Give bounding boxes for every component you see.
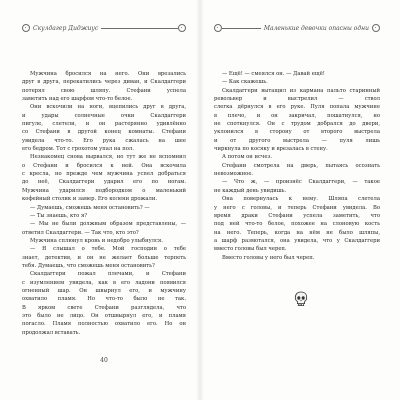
text-line: со Стефани в другой конец комнаты. Стефани — [22, 129, 186, 136]
text-line: вместо головы был череп. — [214, 246, 287, 253]
text-line: под ней что-то белое, похожее на слоновую кость — [214, 221, 380, 228]
text-line: ответил Скалдаггери. — Так что, кто это? — [22, 229, 139, 236]
text-line: время драки Стефани успела заметить, что — [214, 212, 380, 219]
text-line: с изумлением увидела, как в его ладони появился — [22, 279, 186, 286]
text-line: с кресла, но прежде чем мужчина успел добраться — [22, 171, 186, 178]
text-line: — Ещё! — смеялся он. — Давай ещё! — [222, 71, 325, 77]
left-running-head: Скулдагер Диджиус — [33, 24, 99, 32]
text-line: Незнакомец снова вырвался, но тут же не вспомнил — [30, 154, 186, 161]
text-line: продолжал вставать. — [22, 329, 81, 336]
text-line: погасло. Пламя полностью охватило его. Но он — [22, 321, 186, 328]
text-line: увидела что-то. Его рука сжалась на шее — [22, 137, 186, 144]
text-line: Скалдаггери вытащил из кармана пальто старинный — [222, 87, 380, 94]
text-line: его бедром. Тот с грохотом упал на пол. — [22, 146, 134, 153]
text-line: друг в друга, перекатились через диван, и Скалдаггери — [22, 79, 186, 86]
text-line: револьвер и выстрелил — ствол — [214, 96, 380, 103]
text-line: Мужчина ударился подбородком о маленький — [22, 187, 186, 194]
text-line: в плечо, и он закричал, пошатнулся, но — [214, 112, 380, 119]
text-line: на него. Теперь, когда на нём не было шляпы, — [214, 229, 380, 236]
text-line: охватило пламя. Но что-то было не так. — [22, 296, 186, 303]
text-line: А потом он исчез. — [222, 154, 273, 161]
text-line: чиркнула по косяку и врезалась в стену. — [214, 146, 328, 153]
text-line: слегка дёрнулся в его руке. Пуля попала мужчине — [214, 104, 380, 111]
left-page-header — [22, 22, 186, 34]
text-line: — Думаешь, сможешь меня остановить? — — [30, 204, 150, 211]
text-line: — Ты знаешь, кто я? — [30, 212, 88, 219]
text-line: о Стефани и бросился к ней. Она вскочила — [22, 162, 186, 169]
text-line: Скалдаггери пожал плечами, и Стефани — [30, 271, 186, 278]
text-line: Стефани смотрела на дверь, пытаясь осознать — [222, 162, 380, 169]
text-line: и удары солнечные очки Скалдаггери — [22, 112, 186, 119]
page-number: 40 — [100, 357, 108, 364]
text-line: — Мы не были должным образом представлены, — — [30, 221, 186, 228]
curl-ornament-icon — [178, 24, 186, 32]
text-line: знает, детектив, и он не желает больше терпеть — [22, 254, 186, 261]
text-line: а шарф размотался, она увидела, что у Скалдаггери — [214, 237, 380, 244]
text-line: Они вскочили на ноги, вцепились друг в друга, — [30, 104, 186, 111]
curl-ornament-icon — [214, 24, 222, 32]
right-page — [200, 0, 400, 400]
text-line: потерял свою шляпу. Стефани успела — [22, 87, 186, 94]
skull-icon — [294, 291, 308, 307]
text-line: до неё, Скалдаггери ударил его по ногам. — [22, 179, 186, 186]
curl-ornament-icon — [22, 24, 30, 32]
text-line: пигуле, слетели, и он растерянно удивлённо — [22, 121, 186, 128]
header-rule — [222, 28, 261, 29]
text-line: у него с головы, и теперь Стефани увидела. Во — [214, 204, 380, 211]
text-line: Она повернулась к нему. Шляпа слетела — [222, 196, 380, 203]
text-line: Мужчина бросился на него. Они врезались — [30, 71, 186, 77]
text-line: — Я слышал о тебе. Мой господин о тебе — [30, 246, 186, 253]
text-line: — Как скажешь. — [222, 79, 268, 86]
curl-ornament-icon — [372, 24, 380, 32]
text-line: это было не лицо. Он отшвырнул его, и пламя — [22, 312, 186, 319]
text-line: — Что ж, — произнёс Скалдаггери, — такое — [222, 179, 380, 186]
text-line: заметить над его шарфом что-то белое. — [22, 96, 133, 103]
header-rule — [101, 28, 178, 29]
text-line: не каждый день увидишь. — [214, 187, 287, 194]
text-line: В ярком свете Стефани разглядела, что — [22, 304, 186, 311]
text-line: Вместо головы у него был череп. — [222, 254, 315, 261]
text-line: и от другого выстрела — пуля лишь — [214, 137, 380, 144]
left-page-text — [22, 70, 186, 337]
right-running-head: Маленькие девочки опасны одни — [263, 24, 369, 32]
text-line: уклонился в сторону от второго выстрела — [214, 129, 380, 136]
text-line: невозможное. — [214, 171, 254, 178]
right-page-text — [214, 70, 380, 262]
text-line: Мужчина сплюнул кровь и недобро улыбнулся. — [30, 237, 163, 244]
text-line: огненный шар. Он швырнул его, и мужчину — [22, 287, 186, 294]
right-page-header — [214, 22, 380, 34]
text-line: не споткнулся. Он с трудом добрался до двери, — [214, 121, 380, 128]
text-line: тебя. Думаешь, что сможешь меня остановить? — [22, 262, 155, 269]
text-line: кофейный столик и замер. Его колени дрожали. — [22, 196, 158, 203]
